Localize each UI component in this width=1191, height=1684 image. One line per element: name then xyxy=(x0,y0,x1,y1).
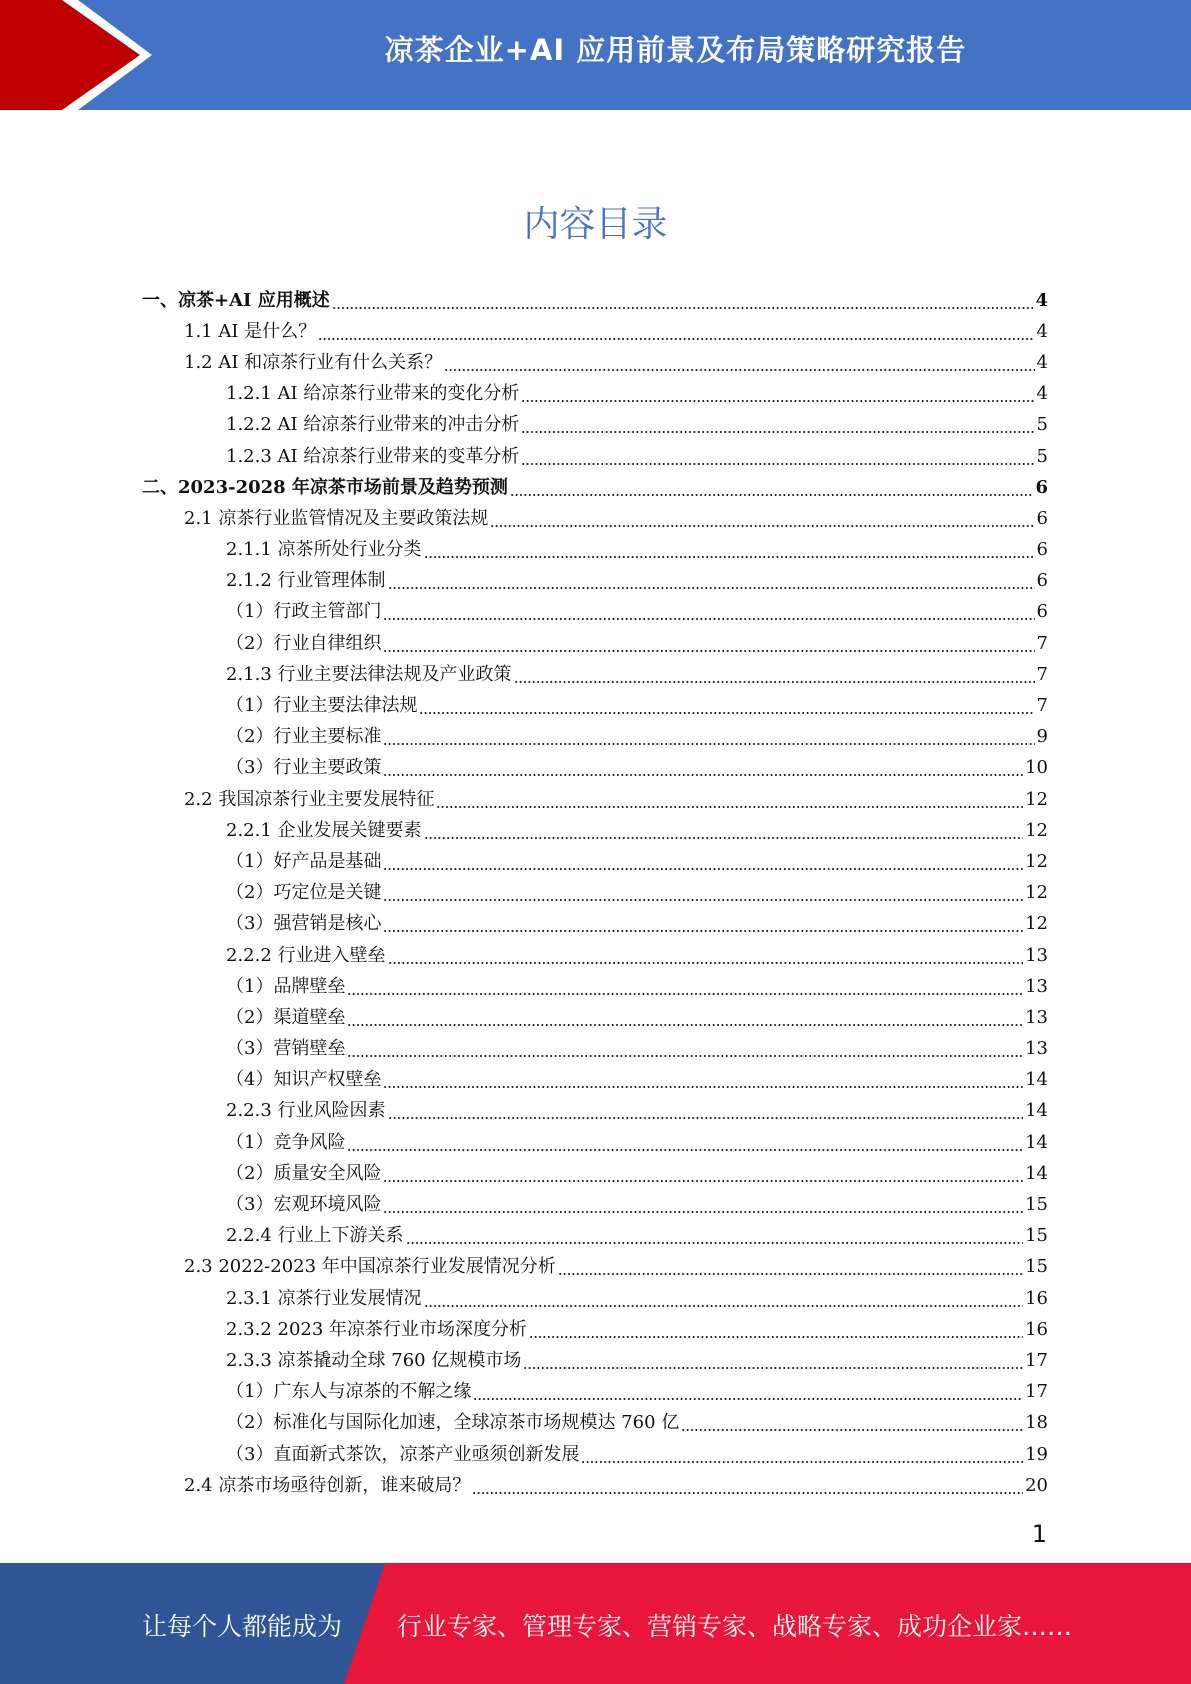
table-of-contents xyxy=(142,285,1048,1501)
toc-entry-page: 4 xyxy=(1036,351,1048,373)
toc-leader-dots xyxy=(383,884,1023,902)
toc-heading: 内容目录 xyxy=(523,204,668,245)
footer-slogan-right: 行业专家、管理专家、营销专家、战略专家、成功企业家…… xyxy=(397,1612,1073,1641)
toc-leader-dots xyxy=(521,385,1034,403)
toc-entry-title: 2.1.2 行业管理体制 xyxy=(226,570,386,592)
toc-entry-page: 14 xyxy=(1025,1131,1048,1153)
toc-entry-page: 13 xyxy=(1025,1006,1048,1028)
toc-entry[interactable] xyxy=(142,1002,1048,1033)
toc-entry[interactable] xyxy=(142,347,1048,378)
toc-entry[interactable] xyxy=(142,1314,1048,1345)
toc-leader-dots xyxy=(529,1321,1023,1339)
toc-entry-title: （2）巧定位是关键 xyxy=(226,882,382,904)
toc-entry-title: 2.2.4 行业上下游关系 xyxy=(226,1225,404,1247)
toc-entry-title: （2）渠道壁垒 xyxy=(226,1006,346,1028)
toc-leader-dots xyxy=(681,1414,1023,1432)
toc-entry[interactable] xyxy=(142,1345,1048,1376)
toc-entry-page: 15 xyxy=(1025,1256,1048,1278)
toc-entry-page: 6 xyxy=(1035,476,1048,498)
toc-leader-dots xyxy=(383,728,1034,746)
toc-leader-dots xyxy=(318,323,1034,341)
toc-entry-page: 16 xyxy=(1025,1287,1048,1309)
toc-entry-page: 15 xyxy=(1025,1225,1048,1247)
toc-entry-page: 12 xyxy=(1025,882,1048,904)
toc-entry-title: 2.3.1 凉茶行业发展情况 xyxy=(226,1287,422,1309)
toc-entry[interactable] xyxy=(142,1127,1048,1158)
toc-entry[interactable] xyxy=(142,441,1048,472)
toc-leader-dots xyxy=(558,1258,1023,1276)
toc-entry[interactable] xyxy=(142,690,1048,721)
toc-entry-page: 17 xyxy=(1025,1349,1048,1371)
toc-entry-title: （2）质量安全风险 xyxy=(226,1162,382,1184)
toc-entry-page: 13 xyxy=(1025,1038,1048,1060)
toc-entry-title: 一、凉茶+AI 应用概述 xyxy=(142,289,330,311)
toc-leader-dots xyxy=(383,1165,1023,1183)
toc-leader-dots xyxy=(383,853,1023,871)
toc-leader-dots xyxy=(332,292,1034,310)
toc-leader-dots xyxy=(383,1196,1023,1214)
toc-entry-page: 10 xyxy=(1025,757,1048,779)
toc-entry-title: （1）好产品是基础 xyxy=(226,850,382,872)
toc-entry-page: 7 xyxy=(1036,695,1048,717)
toc-leader-dots xyxy=(383,759,1023,777)
toc-entry[interactable] xyxy=(142,846,1048,877)
toc-entry[interactable] xyxy=(142,285,1048,316)
toc-entry-title: 二、2023-2028 年凉茶市场前景及趋势预测 xyxy=(142,476,508,498)
toc-entry[interactable] xyxy=(142,1096,1048,1127)
toc-entry-page: 6 xyxy=(1036,570,1048,592)
toc-entry-page: 18 xyxy=(1025,1412,1048,1434)
toc-entry[interactable] xyxy=(142,1158,1048,1189)
toc-entry-page: 4 xyxy=(1035,289,1048,311)
toc-entry-page: 13 xyxy=(1025,944,1048,966)
toc-entry-page: 6 xyxy=(1036,507,1048,529)
toc-entry-title: （4）知识产权壁垒 xyxy=(226,1069,382,1091)
toc-leader-dots xyxy=(347,1040,1023,1058)
toc-entry[interactable] xyxy=(142,1377,1048,1408)
toc-entry-page: 12 xyxy=(1025,819,1048,841)
toc-entry-title: （1）广东人与凉茶的不解之缘 xyxy=(226,1381,472,1403)
toc-entry[interactable] xyxy=(142,1252,1048,1283)
toc-entry-page: 12 xyxy=(1025,850,1048,872)
toc-entry[interactable] xyxy=(142,659,1048,690)
toc-entry-title: 2.2 我国凉茶行业主要发展特征 xyxy=(184,788,435,810)
toc-entry-page: 19 xyxy=(1025,1443,1048,1465)
toc-entry[interactable] xyxy=(142,815,1048,846)
toc-leader-dots xyxy=(473,1383,1023,1401)
toc-entry[interactable] xyxy=(142,1470,1048,1501)
toc-entry-title: 2.2.1 企业发展关键要素 xyxy=(226,819,422,841)
header-banner xyxy=(0,0,1191,110)
toc-entry-title: （1）行业主要法律法规 xyxy=(226,695,418,717)
toc-leader-dots xyxy=(514,666,1035,684)
toc-entry-title: 1.2.3 AI 给凉茶行业带来的变革分析 xyxy=(226,445,520,467)
toc-entry-title: （2）行业主要标准 xyxy=(226,726,382,748)
toc-entry-page: 6 xyxy=(1036,601,1048,623)
toc-leader-dots xyxy=(444,354,1034,372)
toc-entry-title: 1.2 AI 和凉茶行业有什么关系？ xyxy=(184,351,443,373)
toc-entry-page: 9 xyxy=(1036,726,1048,748)
toc-entry-page: 7 xyxy=(1036,632,1048,654)
toc-entry[interactable] xyxy=(142,1283,1048,1314)
toc-leader-dots xyxy=(388,947,1024,965)
toc-entry[interactable] xyxy=(142,535,1048,566)
toc-leader-dots xyxy=(383,635,1034,653)
toc-entry-title: 2.3.2 2023 年凉茶行业市场深度分析 xyxy=(226,1318,528,1340)
toc-entry-title: 2.3 2022-2023 年中国凉茶行业发展情况分析 xyxy=(184,1256,556,1278)
toc-entry-title: （2）标准化与国际化加速，全球凉茶市场规模达 760 亿 xyxy=(226,1412,680,1434)
report-title: 凉茶企业+AI 应用前景及布局策略研究报告 xyxy=(384,33,967,67)
toc-leader-dots xyxy=(490,510,1034,528)
toc-entry[interactable] xyxy=(142,1408,1048,1439)
toc-entry-title: （3）行业主要政策 xyxy=(226,757,382,779)
toc-entry-title: 1.2.2 AI 给凉茶行业带来的冲击分析 xyxy=(226,414,520,436)
toc-entry-page: 6 xyxy=(1036,539,1048,561)
toc-leader-dots xyxy=(424,822,1024,840)
toc-leader-dots xyxy=(523,1352,1023,1370)
toc-entry-title: 2.3.3 凉茶撬动全球 760 亿规模市场 xyxy=(226,1349,522,1371)
toc-leader-dots xyxy=(510,479,1034,497)
toc-entry[interactable] xyxy=(142,379,1048,410)
toc-entry-title: （1）行政主管部门 xyxy=(226,601,382,623)
toc-entry-title: 2.2.2 行业进入壁垒 xyxy=(226,944,386,966)
toc-entry-title: （1）品牌壁垒 xyxy=(226,975,346,997)
toc-leader-dots xyxy=(521,448,1034,466)
toc-entry[interactable] xyxy=(142,1439,1048,1470)
toc-entry[interactable] xyxy=(142,597,1048,628)
toc-entry[interactable] xyxy=(142,503,1048,534)
toc-leader-dots xyxy=(419,697,1034,715)
toc-entry-title: （3）营销壁垒 xyxy=(226,1038,346,1060)
toc-leader-dots xyxy=(581,1446,1023,1464)
toc-leader-dots xyxy=(347,1134,1023,1152)
toc-entry-page: 14 xyxy=(1025,1069,1048,1091)
toc-entry[interactable] xyxy=(142,1065,1048,1096)
toc-leader-dots xyxy=(472,1477,1023,1495)
toc-entry-title: 1.2.1 AI 给凉茶行业带来的变化分析 xyxy=(226,383,520,405)
toc-entry-title: 2.4 凉茶市场亟待创新，谁来破局？ xyxy=(184,1474,471,1496)
toc-leader-dots xyxy=(388,572,1035,590)
toc-entry[interactable] xyxy=(142,784,1048,815)
toc-entry[interactable] xyxy=(142,566,1048,597)
footer-slogan-left: 让每个人都能成为 xyxy=(142,1612,343,1641)
toc-entry[interactable] xyxy=(142,628,1048,659)
toc-leader-dots xyxy=(424,541,1035,559)
toc-leader-dots xyxy=(383,915,1023,933)
page-number: 1 xyxy=(1031,1520,1047,1548)
toc-entry-page: 17 xyxy=(1025,1381,1048,1403)
toc-entry-page: 15 xyxy=(1025,1194,1048,1216)
toc-leader-dots xyxy=(388,1102,1024,1120)
toc-entry-page: 5 xyxy=(1036,414,1048,436)
toc-entry-title: 2.2.3 行业风险因素 xyxy=(226,1100,386,1122)
toc-entry-page: 16 xyxy=(1025,1318,1048,1340)
toc-entry[interactable] xyxy=(142,722,1048,753)
toc-entry-title: 2.1 凉茶行业监管情况及主要政策法规 xyxy=(184,507,489,529)
toc-entry-title: （3）直面新式茶饮，凉茶产业亟须创新发展 xyxy=(226,1443,580,1465)
toc-entry-title: （3）强营销是核心 xyxy=(226,913,382,935)
toc-entry[interactable] xyxy=(142,940,1048,971)
toc-entry-title: 1.1 AI 是什么？ xyxy=(184,320,317,342)
toc-entry[interactable] xyxy=(142,878,1048,909)
toc-entry[interactable] xyxy=(142,410,1048,441)
footer-banner xyxy=(0,1563,1191,1684)
toc-leader-dots xyxy=(521,416,1034,434)
toc-entry-page: 14 xyxy=(1025,1100,1048,1122)
toc-entry-page: 12 xyxy=(1025,788,1048,810)
toc-entry-title: 2.1.3 行业主要法律法规及产业政策 xyxy=(226,663,512,685)
toc-leader-dots xyxy=(406,1227,1024,1245)
toc-entry[interactable] xyxy=(142,753,1048,784)
toc-entry-title: （3）宏观环境风险 xyxy=(226,1194,382,1216)
toc-entry-page: 7 xyxy=(1036,663,1048,685)
toc-leader-dots xyxy=(383,1071,1023,1089)
toc-leader-dots xyxy=(347,978,1023,996)
toc-entry-page: 4 xyxy=(1036,383,1048,405)
toc-entry-page: 12 xyxy=(1025,913,1048,935)
toc-entry-title: （1）竞争风险 xyxy=(226,1131,346,1153)
toc-entry-page: 4 xyxy=(1036,320,1048,342)
toc-entry[interactable] xyxy=(142,1189,1048,1220)
toc-leader-dots xyxy=(424,1290,1024,1308)
toc-entry[interactable] xyxy=(142,316,1048,347)
toc-leader-dots xyxy=(347,1009,1023,1027)
toc-entry-page: 20 xyxy=(1025,1474,1048,1496)
toc-entry-page: 5 xyxy=(1036,445,1048,467)
toc-entry-page: 13 xyxy=(1025,975,1048,997)
toc-leader-dots xyxy=(383,603,1034,621)
toc-entry[interactable] xyxy=(142,472,1048,503)
toc-leader-dots xyxy=(436,791,1023,809)
toc-entry-title: 2.1.1 凉茶所处行业分类 xyxy=(226,539,422,561)
toc-entry[interactable] xyxy=(142,971,1048,1002)
toc-entry-page: 14 xyxy=(1025,1162,1048,1184)
toc-entry-title: （2）行业自律组织 xyxy=(226,632,382,654)
toc-entry[interactable] xyxy=(142,1221,1048,1252)
toc-entry[interactable] xyxy=(142,1034,1048,1065)
toc-entry[interactable] xyxy=(142,909,1048,940)
